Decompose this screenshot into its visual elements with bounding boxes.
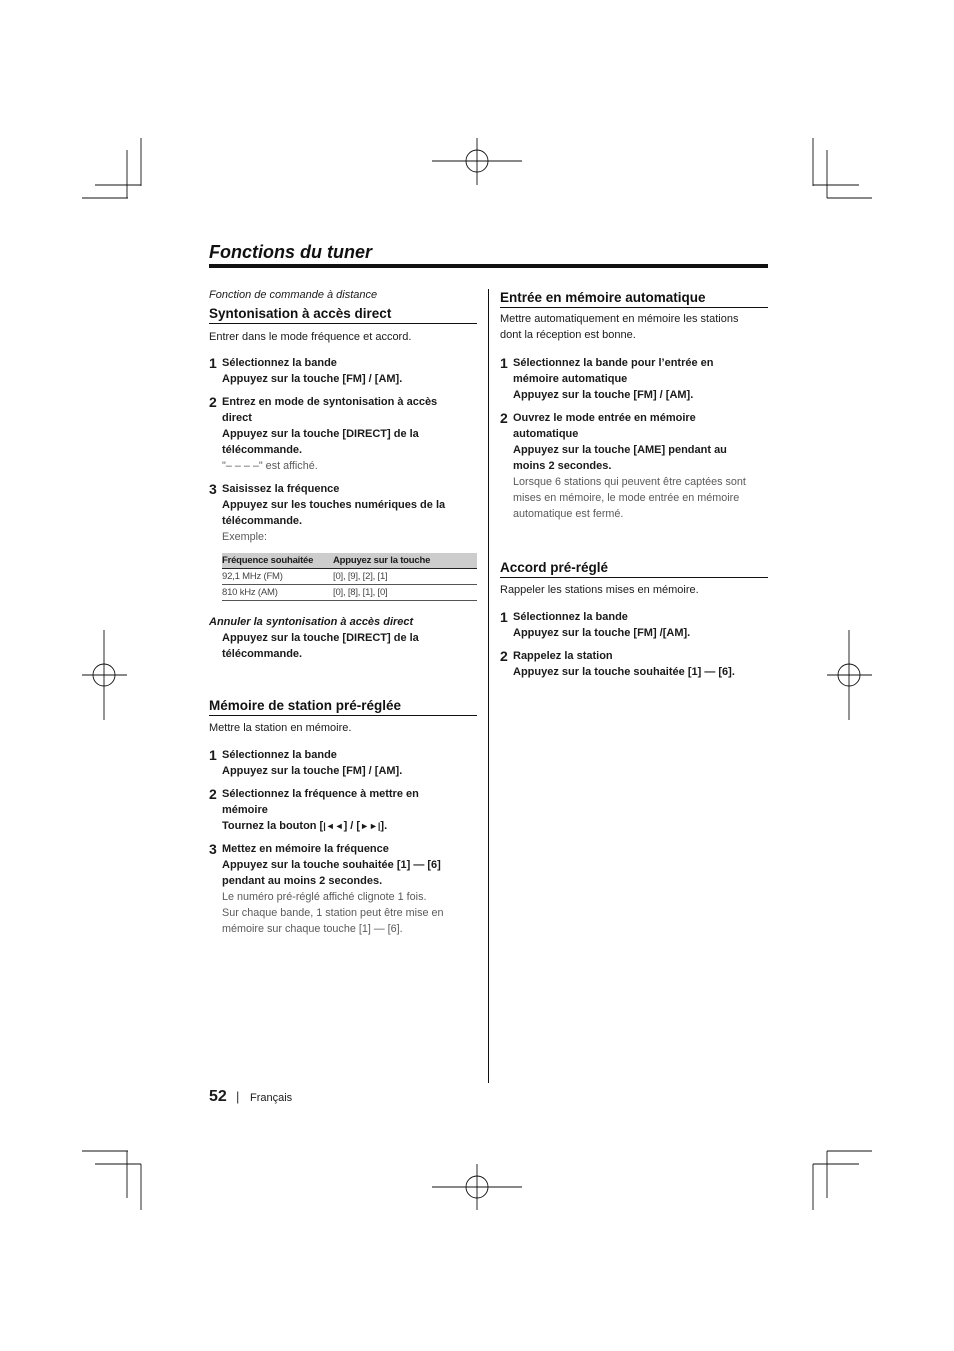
intro-text: dont la réception est bonne. <box>500 329 636 341</box>
footer-language: Français <box>250 1092 293 1104</box>
intro-text: Mettre la station en mémoire. <box>209 722 352 734</box>
step-number: 1 <box>209 355 217 371</box>
crop-mark-bottom-left <box>82 1151 141 1210</box>
cancel-title-text: Annuler la syntonisation à accès direct <box>209 616 414 628</box>
step-number: 2 <box>209 394 217 410</box>
registration-mark-top <box>432 138 522 185</box>
step-title: mémoire automatique <box>513 373 628 385</box>
title-rule <box>209 264 768 268</box>
frequency-example-table <box>222 553 477 601</box>
step-text <box>222 841 443 937</box>
preset-tuning-intro <box>500 582 699 598</box>
step-number: 1 <box>209 747 217 763</box>
step-number: 2 <box>500 410 508 426</box>
step-note: mises en mémoire, le mode entrée en mémoire <box>513 492 740 504</box>
step-title: Sélectionnez la bande <box>513 611 628 623</box>
table-header-frequency: Fréquence souhaitée <box>222 555 314 566</box>
intro-text: Entrer dans le mode fréquence et accord. <box>209 331 412 343</box>
auto-memory-intro <box>500 311 738 343</box>
table-row <box>222 585 477 601</box>
step-note: mémoire sur chaque touche [1] — [6]. <box>222 923 403 935</box>
step-instruction: Appuyez sur les touches numériques de la <box>222 499 446 511</box>
table-header-keys: Appuyez sur la touche <box>333 555 431 566</box>
table-cell: 92,1 MHz (FM) <box>222 571 283 582</box>
step-title: automatique <box>513 428 579 440</box>
step-number: 1 <box>500 609 508 625</box>
previous-track-icon: |◄◄ <box>323 821 344 831</box>
step-note: Le numéro pré-réglé affiché clignote 1 fois. <box>222 891 427 903</box>
table-cell: 810 kHz (AM) <box>222 587 278 598</box>
step-number: 3 <box>209 481 217 497</box>
step-text <box>222 747 402 779</box>
step-text <box>222 481 445 545</box>
step-number: 3 <box>209 841 217 857</box>
step-note: Lorsque 6 stations qui peuvent être captées sont <box>513 476 746 488</box>
step-number: 1 <box>500 355 508 371</box>
registration-mark-right <box>827 630 872 720</box>
page-title: Fonctions du tuner <box>209 242 372 262</box>
intro-text: Mettre automatiquement en mémoire les stations <box>500 313 739 325</box>
preset-memory-intro <box>209 720 351 736</box>
step-instruction: Appuyez sur la touche [FM] /[AM]. <box>513 627 691 639</box>
step-text <box>513 648 735 680</box>
step-title: Rappelez la station <box>513 650 613 662</box>
registration-mark-left <box>82 630 127 720</box>
crop-mark-top-left <box>82 138 141 198</box>
remote-control-note-text: Fonction de commande à distance <box>209 289 378 301</box>
cancel-direct-tuning-text <box>222 630 419 662</box>
turn-text-prefix: Tournez la bouton [ <box>222 820 324 832</box>
step-instruction: télécommande. <box>222 515 303 527</box>
step-title: mémoire <box>222 804 268 816</box>
step-instruction: Appuyez sur la touche [AME] pendant au <box>513 444 727 456</box>
step-title: Sélectionnez la fréquence à mettre en <box>222 788 419 800</box>
table-row <box>222 569 477 585</box>
step-instruction: Appuyez sur la touche souhaitée [1] — [6] <box>222 859 441 871</box>
table-cell: [0], [8], [1], [0] <box>333 587 388 598</box>
cancel-instruction: Appuyez sur la touche [DIRECT] de la <box>222 632 419 644</box>
step-instruction: télécommande. <box>222 444 303 456</box>
step-instruction: moins 2 secondes. <box>513 460 612 472</box>
page-number: 52 <box>209 1088 227 1105</box>
cancel-instruction: télécommande. <box>222 648 303 660</box>
step-text <box>513 609 690 641</box>
step-title: Sélectionnez la bande <box>222 357 337 369</box>
table-header-row <box>222 553 477 569</box>
turn-text-middle: ] / [ <box>343 820 361 832</box>
step-text <box>513 410 746 522</box>
step-instruction: Appuyez sur la touche souhaitée [1] — [6]. <box>513 666 735 678</box>
section-heading-auto-memory: Entrée en mémoire automatique <box>500 288 768 308</box>
remote-control-note <box>209 287 377 303</box>
cancel-direct-tuning-title <box>209 614 413 630</box>
step-title: Entrez en mode de syntonisation à accès <box>222 396 438 408</box>
footer-separator: | <box>236 1089 240 1104</box>
step-instruction <box>222 818 419 834</box>
direct-tuning-intro <box>209 329 411 345</box>
column-divider <box>488 289 489 1083</box>
step-title: direct <box>222 412 252 424</box>
step-instruction: pendant au moins 2 secondes. <box>222 875 383 887</box>
step-instruction: Appuyez sur la touche [FM] / [AM]. <box>513 389 694 401</box>
step-note: Sur chaque bande, 1 station peut être mise en <box>222 907 444 919</box>
step-instruction: Appuyez sur la touche [DIRECT] de la <box>222 428 419 440</box>
step-title: Mettez en mémoire la fréquence <box>222 843 389 855</box>
crop-mark-top-right <box>813 138 872 198</box>
step-text <box>222 394 437 474</box>
step-title: Sélectionnez la bande pour l’entrée en <box>513 357 714 369</box>
step-note: Exemple: <box>222 531 268 543</box>
crop-mark-bottom-right <box>813 1151 872 1210</box>
section-heading-preset-tuning: Accord pré-réglé <box>500 558 768 578</box>
intro-text: Rappeler les stations mises en mémoire. <box>500 584 699 596</box>
step-title: Sélectionnez la bande <box>222 749 337 761</box>
table-cell: [0], [9], [2], [1] <box>333 571 388 582</box>
turn-text-suffix: ]. <box>380 820 388 832</box>
section-heading-preset-memory: Mémoire de station pré-réglée <box>209 696 477 716</box>
section-heading-direct-tuning: Syntonisation à accès direct <box>209 304 477 324</box>
registration-mark-bottom <box>432 1164 522 1210</box>
step-text <box>222 355 402 387</box>
next-track-icon: ►►| <box>360 821 381 831</box>
step-note: automatique est fermé. <box>513 508 624 520</box>
step-number: 2 <box>209 786 217 802</box>
step-note: "– – – –" est affiché. <box>222 460 318 472</box>
step-text <box>222 786 419 834</box>
step-text <box>513 355 714 403</box>
step-number: 2 <box>500 648 508 664</box>
step-title: Ouvrez le mode entrée en mémoire <box>513 412 696 424</box>
step-instruction: Appuyez sur la touche [FM] / [AM]. <box>222 373 403 385</box>
step-instruction: Appuyez sur la touche [FM] / [AM]. <box>222 765 403 777</box>
step-title: Saisissez la fréquence <box>222 483 340 495</box>
